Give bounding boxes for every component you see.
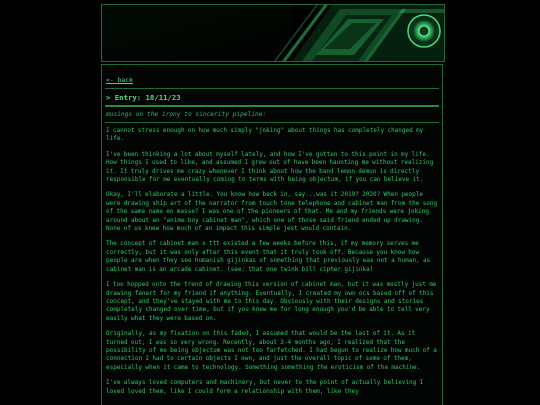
header-banner-image <box>101 4 445 62</box>
paragraph: Okay, I'll elaborate a little. You know how back in, say...was it 2019? 2020? When people were drawing ship art of the narrator from touch tone telephone and cabinet man from the song of the same name en masse? I was one of the pioneers of that. Me and my friends were joking around about an "anime boy cabinet man", which one of those said friend ended up drawing. None of us knew how much of an impact this simple jest would contain. <box>106 191 438 233</box>
paragraph: The concept of cabinet man x ttt existed a few weeks before this, if my memory serves me correctly, but it was only after this event that it truly took off. Because you know how people are when they see humanish gijinkas of something that previously was not a human, as cabinet man is an arcade cabinet. (see: that one twink bill cipher gijinka) <box>106 240 431 273</box>
paragraph: I've always loved computers and machinery, but never to the point of actually believing I loved loved them, like I could form a relationship with them, like they <box>106 379 424 395</box>
divider <box>105 88 439 89</box>
paragraph: I cannot stress enough on how much simply "joking" about things has completely changed my life. <box>106 127 424 143</box>
divider <box>105 105 439 107</box>
entry-panel <box>101 64 443 405</box>
paragraph: I've been thinking a lot about myself lately, and how I've gotten to this point in my life. How things I used to like, and assumed I grew out of have been haunting me without realizing it. It truly drives me crazy whenever I think about how the band lemon demon is directly responsible for me eventually coming to terms with being objectum, if you can believe it. <box>106 150 434 184</box>
divider <box>105 122 439 123</box>
paragraph: I too hopped onto the trend of drawing this version of cabinet man, but it was mostly just me drawing fanart for my friend if anything. Eventually, I created my own ocs based off of this concept, and they've stayed with me to this day. Obviously with their designs and stories completely changed over time, but if you knew me for long enough you'd be able to tell very easily what they were based on. <box>106 281 437 322</box>
paragraph: Originally, as my fixation on this faded, I assumed that would be the last of it. As it turned out, I was so very wrong. Recently, about 3-4 months ago, I realized that the possibility of me being objectum was not too farfetched. I had begun to realize how much of a connection I had to certain objects I own, and just the overall topic of some of them, especially when it came to technology. Something something the eroticism of the machine. <box>106 330 437 371</box>
back-link[interactable]: <- back <box>106 76 133 84</box>
cabinet-art-image <box>102 5 444 61</box>
entry-subtitle: musings on the irony to sincerity pipeline: <box>106 111 267 118</box>
entry-title: > Entry: 18/11/23 <box>106 93 181 102</box>
